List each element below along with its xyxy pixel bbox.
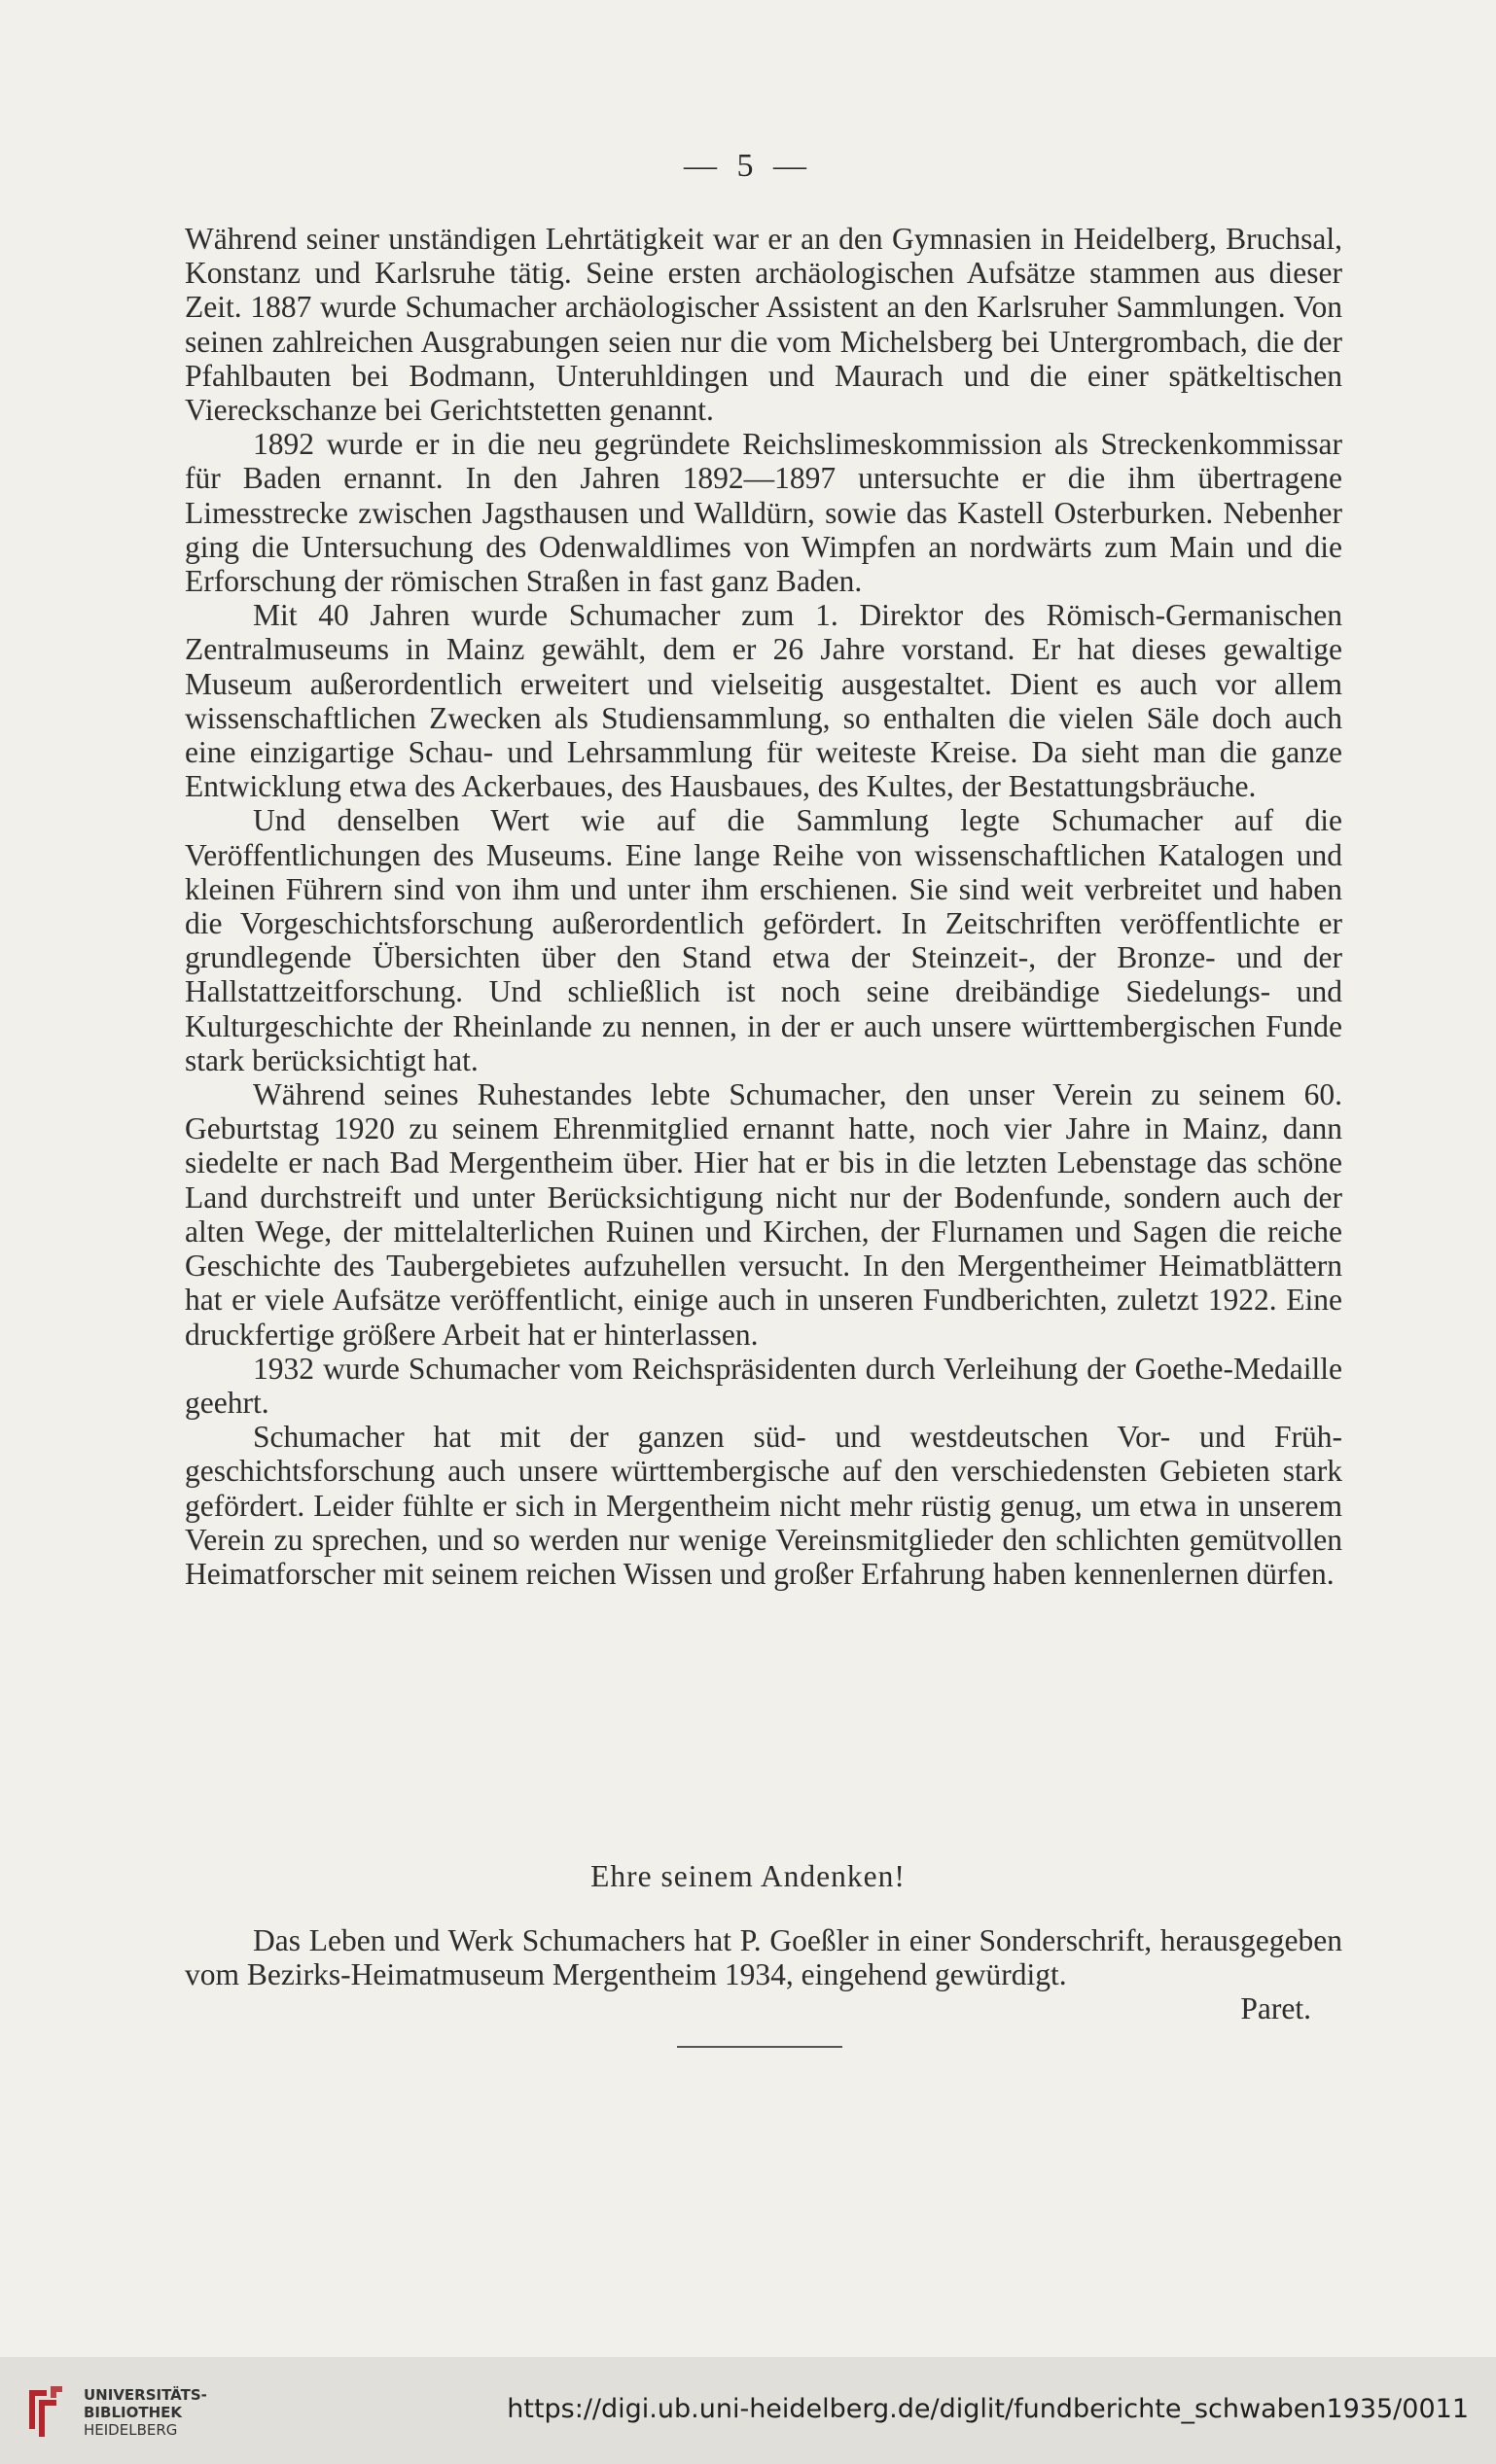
ub-heidelberg-logo-icon bbox=[16, 2382, 76, 2443]
paragraph: 1892 wurde er in die neu gegründete Reichslimeskommission als Streckenkommissar für Baden ernannt. In den Jahren 1892—1897 untersuchte er die ihm übertragene Limesstrecke zwischen Jagsthausen und Walldürn, sowie das Kastell Osterburken. Nebenher ging die Untersuchung des Odenwaldlimes von Wimpfen an nordwärts zum Main und die Erforschung der römischen Straßen in fast ganz Baden. bbox=[185, 427, 1342, 599]
institution-line: BIBLIOTHEK bbox=[84, 2404, 182, 2421]
institution-line: UNIVERSITÄTS- bbox=[84, 2386, 207, 2404]
institution-name bbox=[84, 2386, 207, 2439]
paragraph: Und denselben Wert wie auf die Sammlung legte Schumacher auf die Veröffentlichungen des Museums. Eine lange Reihe von wissenschaftlichen Katalogen und kleinen Führern sind von ihm und unter ihm erschienen. Sie sind weit verbreitet und haben die Vorgeschichtsforschung außerordentlich gefördert. In Zeitschriften veröffentlichte er grundlegende Übersichten über den Stand etwa der Steinzeit-, der Bronze- und der Hallstattzeitforschung. Und schließlich ist noch seine dreibändige Siedelungs- und Kulturgeschichte der Rheinlande zu nennen, in der er auch unsere württembergischen Funde stark berücksichtigt hat. bbox=[185, 803, 1342, 1077]
bibliographic-note bbox=[185, 1923, 1342, 1991]
paragraph: 1932 wurde Schumacher vom Reichspräsidenten durch Verleihung der Goethe-Medaille geehrt. bbox=[185, 1351, 1342, 1420]
paragraph: Während seiner unständigen Lehrtätigkeit war er an den Gymnasien in Heidelberg, Bruchsal, Konstanz und Karlsruhe tätig. Seine ersten archäologischen Aufsätze stammen aus dieser Zeit. 1887 wurde Schumacher archäologischer Assistent an den Karlsruher Sammlungen. Von seinen zahlreichen Ausgrabungen seien nur die vom Michelsberg bei Untergrombach, die der Pfahlbauten bei Bodmann, Unteruhldingen und Maurach und die einer spätkeltischen Viereckschanze bei Gerichtstetten genannt. bbox=[185, 222, 1342, 428]
footer-bar bbox=[0, 2357, 1496, 2464]
source-url-link[interactable]: https://digi.ub.uni-heidelberg.de/diglit/fundberichte_schwaben1935/0011 bbox=[507, 2394, 1469, 2424]
end-rule bbox=[677, 2046, 842, 2048]
body-text bbox=[185, 222, 1342, 1591]
paragraph: Schumacher hat mit der ganzen süd- und westdeutschen Vor- und Frühgeschichtsforschung auch unsere württembergische auf den verschiedensten Gebieten stark gefördert. Leider fühlte er sich in Mergentheim nicht mehr rüstig genug, um etwa in unserem Verein zu sprechen, und so werden nur wenige Vereinsmitglieder den schlichten gemütvollen Heimatforscher mit seinem reichen Wissen und großer Erfahrung haben kennenlernen dürfen. bbox=[185, 1420, 1342, 1591]
institution-line: HEIDELBERG bbox=[84, 2421, 178, 2439]
page-number: — 5 — bbox=[684, 148, 812, 184]
paragraph: Während seines Ruhestandes lebte Schumacher, den unser Verein zu seinem 60. Geburtstag 1920 zu seinem Ehrenmitglied ernannt hatte, noch vier Jahre in Mainz, dann siedelte er nach Bad Mergentheim über. Hier hat er bis in die letzten Lebenstage das schöne Land durchstreift und unter Berücksichtigung nicht nur der Bodenfunde, sondern auch der alten Wege, der mittelalterlichen Ruinen und Kirchen, der Flurnamen und Sagen die reiche Geschichte des Taubergebietes aufzuhellen versucht. In den Mergentheimer Heimatblättern hat er viele Aufsätze veröffentlicht, einige auch in unseren Fundberichten, zuletzt 1922. Eine druckfertige größere Arbeit hat er hinterlassen. bbox=[185, 1077, 1342, 1352]
note-paragraph: Das Leben und Werk Schumachers hat P. Goeßler in einer Sonderschrift, herausgegeben vom Bezirks-Heimatmuseum Mergentheim 1934, eingehend gewürdigt. bbox=[185, 1923, 1342, 1992]
paragraph: Mit 40 Jahren wurde Schumacher zum 1. Direktor des Römisch-Germanischen Zentralmuseums in Mainz gewählt, dem er 26 Jahre vorstand. Er hat dieses gewaltige Museum außerordentlich erweitert und vielseitig ausgestaltet. Dient es auch vor allem wissenschaftlichen Zwecken als Studiensammlung, so enthalten die vielen Säle doch auch eine einzigartige Schau- und Lehrsammlung für weiteste Kreise. Da sieht man die ganze Entwicklung etwa des Ackerbaues, des Hausbaues, des Kultes, der Bestattungsbräuche. bbox=[185, 598, 1342, 804]
author-signature: Paret. bbox=[1240, 1991, 1311, 2025]
closing-line: Ehre seinem Andenken! bbox=[590, 1859, 906, 1893]
